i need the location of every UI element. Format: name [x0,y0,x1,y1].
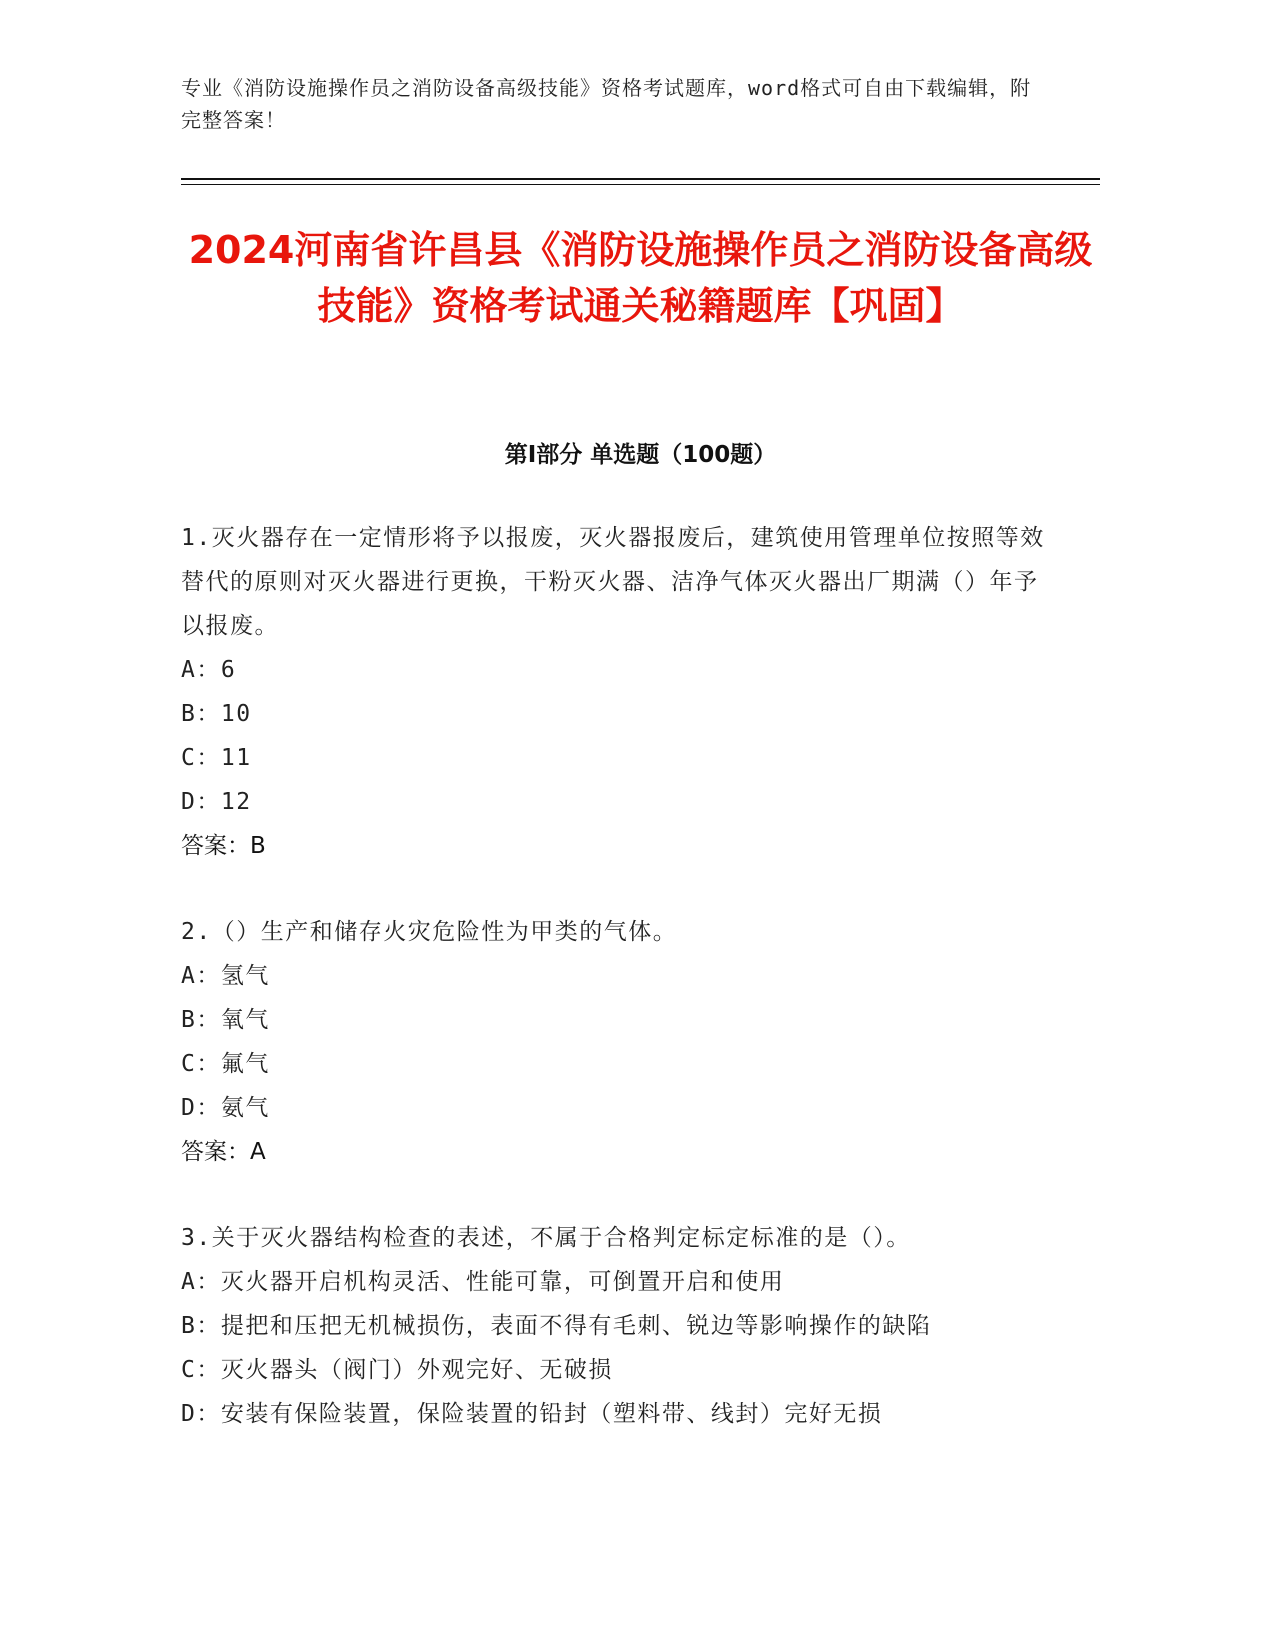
question-2 [181,910,1061,1174]
option-c: C：灭火器头（阀门）外观完好、无破损 [181,1357,613,1383]
option-b: B：提把和压把无机械损伤，表面不得有毛刺、锐边等影响操作的缺陷 [181,1313,932,1339]
option-d: D：氨气 [181,1095,270,1121]
option-c: C：11 [181,745,252,771]
header-divider-thin [181,184,1100,185]
question-stem: 3.关于灭火器结构检查的表述，不属于合格判定标定标准的是（）。 [181,1225,911,1251]
question-stem: 1.灭火器存在一定情形将予以报废，灭火器报废后，建筑使用管理单位按照等效替代的原则对灭火器进行更换，干粉灭火器、洁净气体灭火器出厂期满（）年予以报废。 [181,525,1045,639]
option-b: B：10 [181,701,252,727]
option-d: D：12 [181,789,252,815]
answer-line: 答案：A [181,1139,266,1165]
question-3 [181,1216,1061,1436]
header-divider-thick [181,178,1100,180]
answer-line: 答案：B [181,833,266,859]
question-list [181,516,1061,1478]
option-c: C：氟气 [181,1051,270,1077]
option-a: A：灭火器开启机构灵活、性能可靠，可倒置开启和使用 [181,1269,785,1295]
option-a: A：氢气 [181,963,270,989]
question-stem: 2.（）生产和储存火灾危险性为甲类的气体。 [181,919,678,945]
option-b: B：氧气 [181,1007,270,1033]
option-a: A：6 [181,657,237,683]
option-d: D：安装有保险装置，保险装置的铅封（塑料带、线封）完好无损 [181,1401,883,1427]
header-note: 专业《消防设施操作员之消防设备高级技能》资格考试题库，word格式可自由下载编辑，附完整答案！ [181,76,1032,132]
document-title: 2024河南省许昌县《消防设施操作员之消防设备高级技能》资格考试通关秘籍题库【巩固】 [188,228,1093,328]
question-1 [181,516,1061,868]
section-title: 第I部分 单选题（100题） [504,442,777,468]
